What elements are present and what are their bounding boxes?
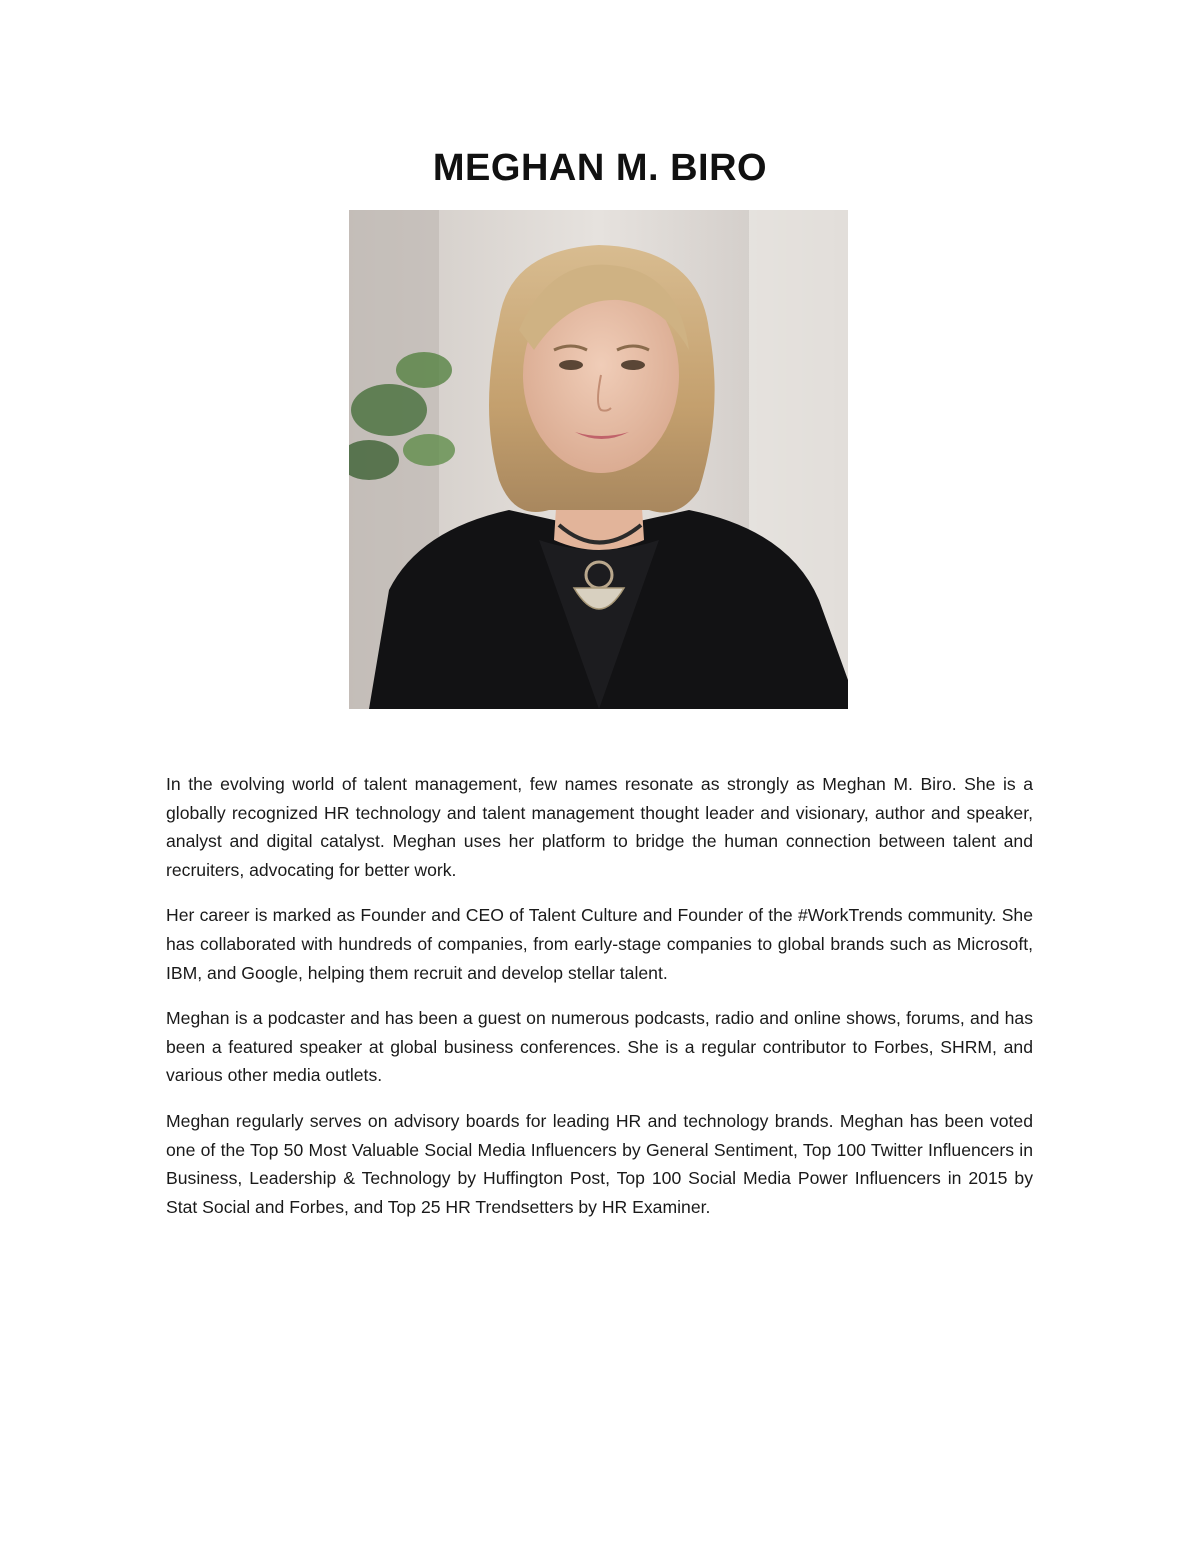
bio-body: [166, 770, 1033, 1238]
portrait-photo: [349, 210, 848, 709]
bio-paragraph: Her career is marked as Founder and CEO of Talent Culture and Founder of the #WorkTrends community. She has collaborated with hundreds of companies, from early-stage companies to global brands such as Microsoft, IBM, and Google, helping them recruit and develop stellar talent.: [166, 905, 1033, 983]
bio-paragraph: Meghan is a podcaster and has been a guest on numerous podcasts, radio and online shows, forums, and has been a featured speaker at global business conferences. She is a regular contributor to Forbes, SHRM, and various other media outlets.: [166, 1008, 1033, 1086]
bio-paragraph: Meghan regularly serves on advisory boards for leading HR and technology brands. Meghan has been voted one of the Top 50 Most Valuable Social Media Influencers by General Sentiment, Top 100 Twitter Influencers in Business, Leadership & Technology by Huffington Post, Top 100 Social Media Power Influencers in 2015 by Stat Social and Forbes, and Top 25 HR Trendsetters by HR Examiner.: [166, 1110, 1033, 1217]
bio-paragraph: In the evolving world of talent management, few names resonate as strongly as Meghan M. Biro. She is a globally recognized HR technology and talent management thought leader and visionary, author and speaker, analyst and digital catalyst. Meghan uses her platform to bridge the human connection between talent and recruiters, advocating for better work.: [166, 774, 1033, 880]
page-title: MEGHAN M. BIRO: [432, 147, 768, 189]
